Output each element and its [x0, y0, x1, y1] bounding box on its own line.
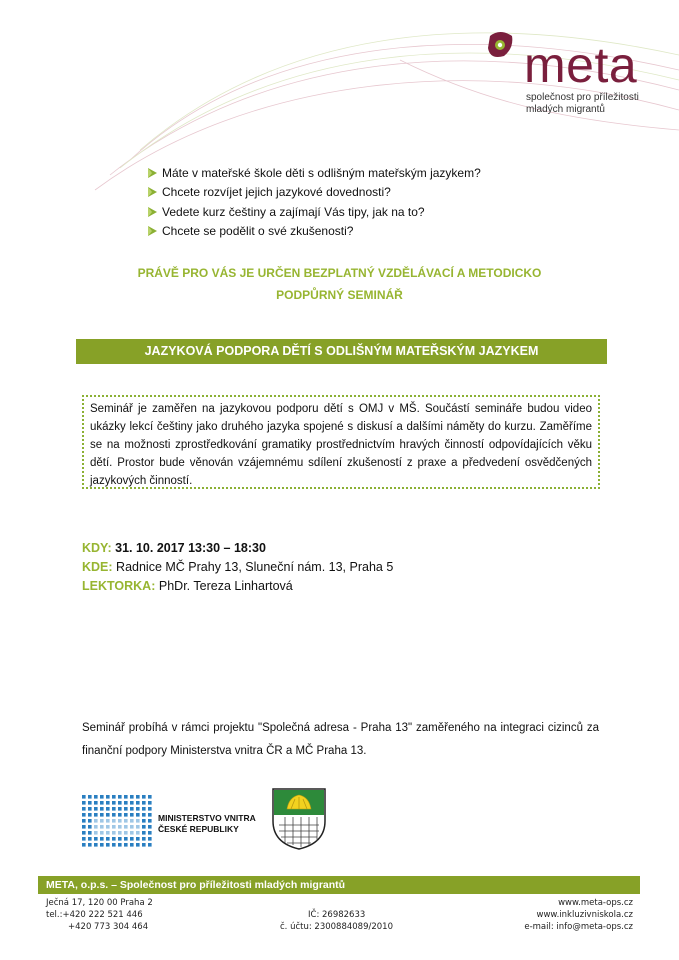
footer-registration	[280, 909, 393, 933]
where-label: KDE:	[82, 560, 113, 574]
lecturer-label: LEKTORKA:	[82, 579, 156, 593]
project-funding-text: Seminář probíhá v rámci projektu "Společná adresa - Praha 13" zaměřeného na integraci cizinců za finanční podpory Ministerstva vnitra ČR a MČ Praha 13.	[82, 722, 599, 757]
logo-tagline-line1: společnost pro příležitosti	[526, 92, 639, 103]
where-row	[82, 558, 393, 576]
footer-ico: IČ: 26982633	[308, 910, 366, 920]
question-item	[146, 202, 481, 222]
footer-web1[interactable]: www.meta-ops.cz	[558, 898, 633, 908]
question-text: Chcete se podělit o své zkušenosti?	[162, 224, 354, 239]
question-list	[146, 163, 481, 241]
logo-tagline-line2: mladých migrantů	[526, 104, 605, 115]
seminar-headline	[0, 262, 679, 306]
footer-web2[interactable]: www.inkluzivniskola.cz	[536, 910, 633, 920]
logo-tagline	[526, 92, 666, 116]
arrow-bullet-icon	[146, 225, 158, 237]
logo-wordmark: meta	[524, 37, 638, 93]
when-row	[82, 539, 266, 557]
seminar-description: Seminář je zaměřen na jazykovou podporu dětí s OMJ v MŠ. Součástí semináře budou video ukázky lekcí češtiny jako druhého jazyka spojené s diskusí a dalšími náměty do kurzu. Zaměříme se na možnosti zprostředkování gramatiky prostřednictvím hravých činností odpovídajících věku dětí. Prostor bude věnován vzájemnému sdílení zkušeností z praxe a předvedení osvědčených jazykových činností.	[90, 403, 592, 487]
question-item	[146, 183, 481, 203]
meta-logo-icon	[486, 30, 514, 60]
question-text: Chcete rozvíjet jejich jazykové dovednosti?	[162, 185, 391, 200]
meta-logo	[486, 30, 666, 120]
ministry-name-line1: MINISTERSTVO VNITRA	[158, 813, 256, 823]
ministry-name-line2: ČESKÉ REPUBLIKY	[158, 824, 239, 834]
question-text: Máte v mateřské škole děti s odlišným mateřským jazykem?	[162, 165, 481, 180]
footer-account: č. účtu: 2300884089/2010	[280, 922, 393, 932]
arrow-bullet-icon	[146, 186, 158, 198]
footer-web	[524, 897, 633, 933]
footer-tel1: tel.:+420 222 521 446	[46, 910, 143, 920]
when-value: 31. 10. 2017 13:30 – 18:30	[115, 541, 266, 555]
seminar-title-banner: JAZYKOVÁ PODPORA DĚTÍ S ODLIŠNÝM MATEŘSKÝM JAZYKEM	[76, 339, 607, 364]
question-item	[146, 163, 481, 183]
seminar-description-box	[82, 395, 600, 489]
when-label: KDY:	[82, 541, 112, 555]
ministry-name	[158, 813, 256, 835]
ministry-logo-icon	[80, 793, 152, 848]
where-value: Radnice MČ Prahy 13, Sluneční nám. 13, Praha 5	[116, 560, 394, 574]
footer-contact	[46, 897, 153, 933]
headline-line2: PODPŮRNÝ SEMINÁŘ	[276, 288, 403, 302]
headline-line1: PRÁVĚ PRO VÁS JE URČEN BEZPLATNÝ VZDĚLÁVACÍ A METODICKO	[137, 266, 542, 280]
footer-tel2: +420 773 304 464	[68, 922, 149, 932]
footer-email[interactable]: e-mail: info@meta-ops.cz	[524, 922, 633, 932]
coat-of-arms-icon	[271, 787, 327, 851]
footer-address: Ječná 17, 120 00 Praha 2	[46, 898, 153, 908]
footer-org-bar: META, o.p.s. – Společnost pro příležitosti mladých migrantů	[38, 876, 640, 894]
lecturer-row	[82, 577, 293, 595]
question-item	[146, 222, 481, 242]
question-text: Vedete kurz češtiny a zajímají Vás tipy, jak na to?	[162, 204, 425, 219]
lecturer-value: PhDr. Tereza Linhartová	[158, 579, 293, 593]
arrow-bullet-icon	[146, 167, 158, 179]
arrow-bullet-icon	[146, 206, 158, 218]
